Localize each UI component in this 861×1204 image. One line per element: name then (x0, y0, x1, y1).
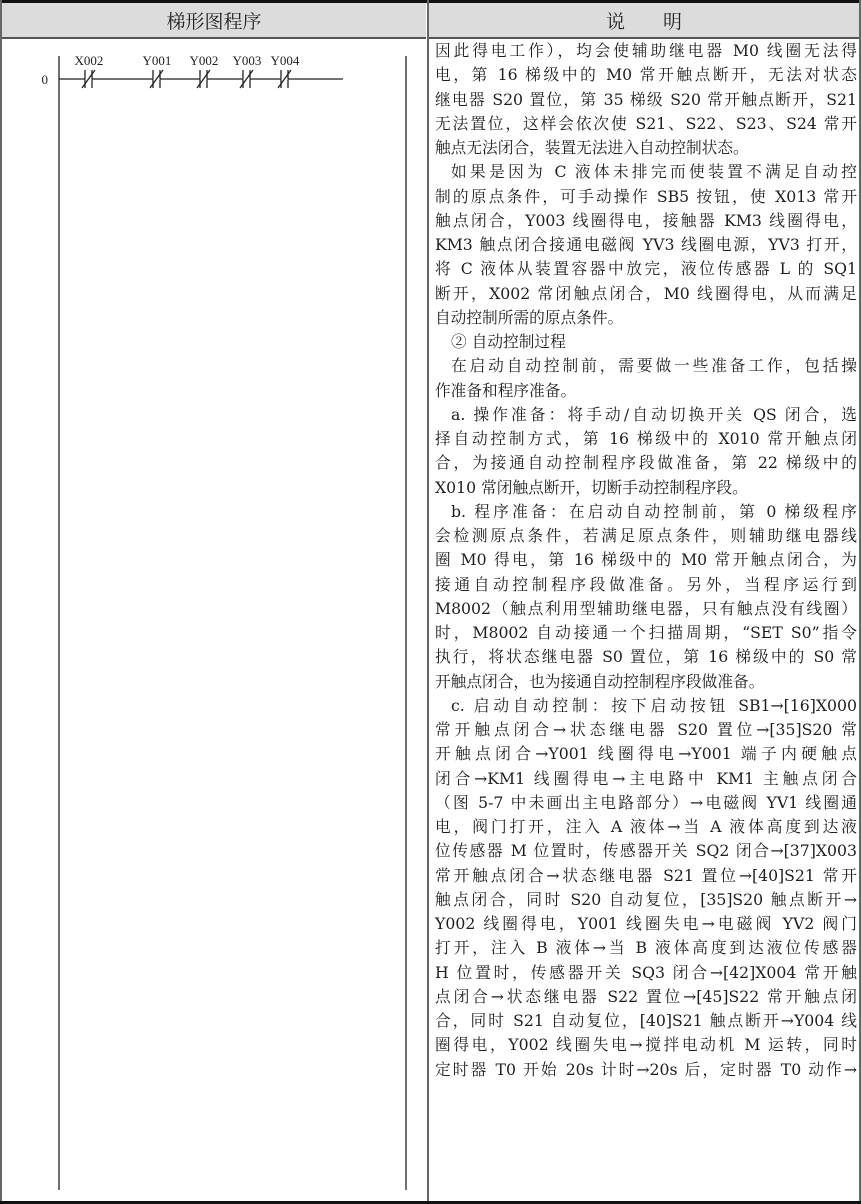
description-line: 电，阀门打开，注入 A 液体→当 A 液体高度到达液 (435, 817, 857, 836)
description-line: 合，为接通自动控制程序段做准备，第 22 梯级中的 (435, 453, 857, 473)
description-line: 打开，注入 B 液体→当 B 液体高度到达液位传感器 (435, 938, 857, 958)
description-line: 制的原点条件，可手动操作 SB5 按钮，使 X013 常开 (435, 186, 857, 206)
description-line: Y002 线圈得电，Y001 线圈失电→电磁阀 YV2 阀门 (435, 914, 857, 933)
description-line: 圈得电，Y002 线圈失电→搅拌电动机 M 运转，同时 (435, 1035, 857, 1055)
description-line: 自动控制所需的原点条件。 (435, 307, 624, 327)
description-line: 闭合→KM1 线圈得电→主电路中 KM1 主触点闭合 (435, 768, 857, 788)
description-line: 将 C 液体从装置容器中放完，液位传感器 L 的 SQ1 (435, 259, 857, 279)
description-line: 触点闭合，同时 S20 自动复位，[35]S20 触点断开→ (435, 889, 857, 909)
description-line: 继电器 S20 置位，第 35 梯级 S20 常开触点断开，S21 (435, 89, 857, 109)
description-line: 择自动控制方式，第 16 梯级中的 X010 常开触点闭 (435, 429, 857, 448)
description-line: 在启动自动控制前，需要做一些准备工作，包括操 (451, 356, 857, 376)
description-line: 定时器 T0 开始 20s 计时→20s 后，定时器 T0 动作→ (435, 1059, 857, 1079)
description-line: 如果是因为 C 液体未排完而使装置不满足自动控 (451, 162, 857, 182)
contact-label: Y001 (142, 53, 172, 68)
description-line: 会检测原点条件，若满足原点条件，则辅助继电器线 (435, 526, 857, 545)
description-line: 开触点闭合，也为接通自动控制程序段做准备。 (435, 671, 765, 691)
description-line: b. 程序准备：在启动自动控制前，第 0 梯级程序 (451, 501, 857, 521)
description-line: 断开，X002 常闭触点闭合，M0 线圈得电，从而满足 (435, 283, 857, 303)
description-line: 电，第 16 梯级中的 M0 常开触点断开，无法对状态 (435, 65, 857, 85)
description-line: KM3 触点闭合接通电磁阀 YV3 线圈电源，YV3 打开， (435, 235, 857, 254)
contact-label: X002 (74, 53, 104, 68)
description-line: 常开触点闭合→状态继电器 S21 置位→[40]S21 常开 (435, 865, 857, 885)
description-line: X010 常闭触点断开，切断手动控制程序段。 (435, 477, 748, 497)
description-line: 时，M8002 自动接通一个扫描周期，“SET S0”指令 (435, 623, 857, 642)
description-line: a. 操作准备：将手动/自动切换开关 QS 闭合，选 (451, 404, 857, 424)
description-line: H 位置时，传感器开关 SQ3 闭合→[42]X004 常开触 (435, 962, 857, 982)
step-number: 0 (41, 72, 48, 87)
contact-label: Y003 (232, 53, 262, 68)
contact-label: Y004 (270, 53, 300, 68)
description-line: 常开触点闭合→状态继电器 S20 置位→[35]S20 常 (435, 720, 857, 739)
description-line: 合，同时 S21 自动复位，[40]S21 触点断开→Y004 线 (435, 1011, 857, 1030)
description-line: 因此得电工作），均会使辅助继电器 M0 线圈无法得 (435, 41, 857, 60)
column-divider (427, 0, 429, 1204)
description-line: 位传感器 M 位置时，传感器开关 SQ2 闭合→[37]X003 (435, 841, 857, 861)
description-line: （图 5-7 中未画出主电路部分）→电磁阀 YV1 线圈通 (435, 792, 857, 812)
description-line: 触点无法闭合，装置无法进入自动控制状态。 (435, 138, 749, 157)
description-line: 开触点闭合→Y001 线圈得电→Y001 端子内硬触点 (435, 744, 857, 764)
header-description: 说 明 (429, 3, 859, 39)
description-text (435, 39, 857, 1201)
description-line: 执行，将状态继电器 S0 置位，第 16 梯级中的 S0 常 (435, 647, 857, 667)
description-line: 接通自动控制程序段做准备。另外，当程序运行到 (435, 574, 857, 594)
ladder-diagram (2, 39, 426, 1201)
description-line: 触点闭合，Y003 线圈得电，接触器 KM3 线圈得电， (435, 210, 857, 230)
description-line: 无法置位，这样会依次使 S21、S22、S23、S24 常开 (435, 113, 857, 133)
description-line: ② 自动控制过程 (451, 332, 566, 351)
header-ladder-program: 梯形图程序 (2, 3, 426, 39)
description-line: 点闭合→状态继电器 S22 置位→[45]S22 常开触点闭 (435, 986, 857, 1006)
description-line: c. 启动自动控制：按下启动按钮 SB1→[16]X000 (451, 695, 857, 715)
description-line: 圈 M0 得电，第 16 梯级中的 M0 常开触点闭合，为 (435, 550, 857, 570)
contact-label: Y002 (189, 53, 219, 68)
ladder-svg (2, 39, 426, 1201)
description-line: 作准备和程序准备。 (435, 380, 577, 400)
description-line: M8002（触点利用型辅助继电器，只有触点没有线圈） (435, 598, 857, 618)
